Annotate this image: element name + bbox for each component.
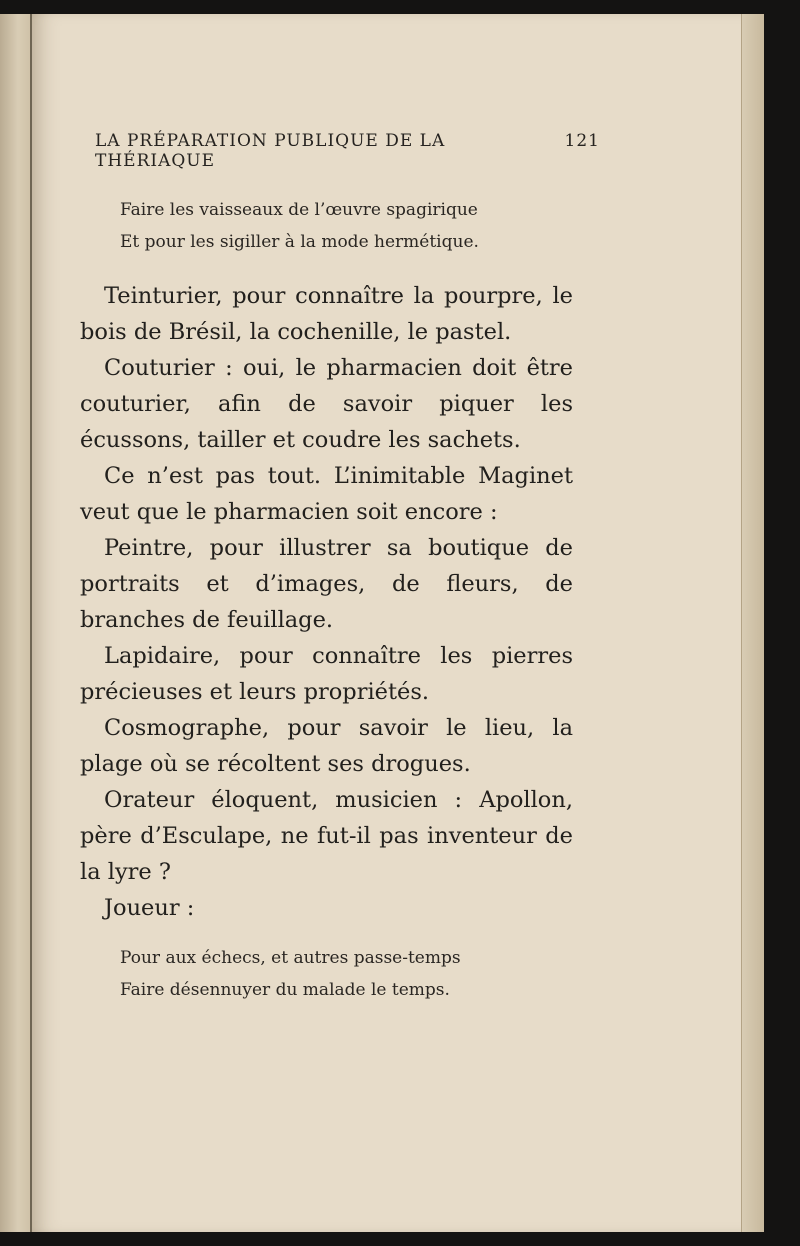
verse-line: Et pour les sigiller à la mode hermétique. <box>120 232 479 252</box>
verse-quote-top <box>120 194 479 258</box>
paragraph-peintre: Peintre, pour illustrer sa boutique de portraits et d’images, de fleurs, de branches de feuillage. <box>80 535 573 633</box>
running-title: LA PRÉPARATION PUBLIQUE DE LA THÉRIAQUE <box>95 131 446 171</box>
verse-quote-bottom <box>120 942 461 1006</box>
verse-line: Faire désennuyer du malade le temps. <box>120 980 450 1000</box>
paragraph-orateur: Orateur éloquent, musicien : Apollon, père d’Esculape, ne fut-il pas inventeur de la lyre ? <box>80 787 573 885</box>
verse-line: Faire les vaisseaux de l’œuvre spagirique <box>120 200 478 220</box>
running-head <box>95 131 600 171</box>
paragraph-couturier: Couturier : oui, le pharmacien doit être couturier, afin de savoir piquer les écussons, tailler et coudre les sachets. <box>80 355 573 453</box>
page-number: 121 <box>564 131 600 151</box>
facing-page-edge <box>0 14 32 1232</box>
body-text <box>80 278 573 926</box>
paragraph-maginet: Ce n’est pas tout. L’inimitable Maginet veut que le pharmacien soit encore : <box>80 463 573 525</box>
paragraph-lapidaire: Lapidaire, pour connaître les pierres précieuses et leurs propriétés. <box>80 643 573 705</box>
paragraph-teinturier: Teinturier, pour connaître la pourpre, le bois de Brésil, la cochenille, le pastel. <box>80 283 573 345</box>
verse-line: Pour aux échecs, et autres passe-temps <box>120 948 461 968</box>
page-fore-edge <box>741 14 764 1232</box>
paragraph-joueur: Joueur : <box>104 895 195 921</box>
paragraph-cosmographe: Cosmographe, pour savoir le lieu, la plage où se récoltent ses drogues. <box>80 715 573 777</box>
